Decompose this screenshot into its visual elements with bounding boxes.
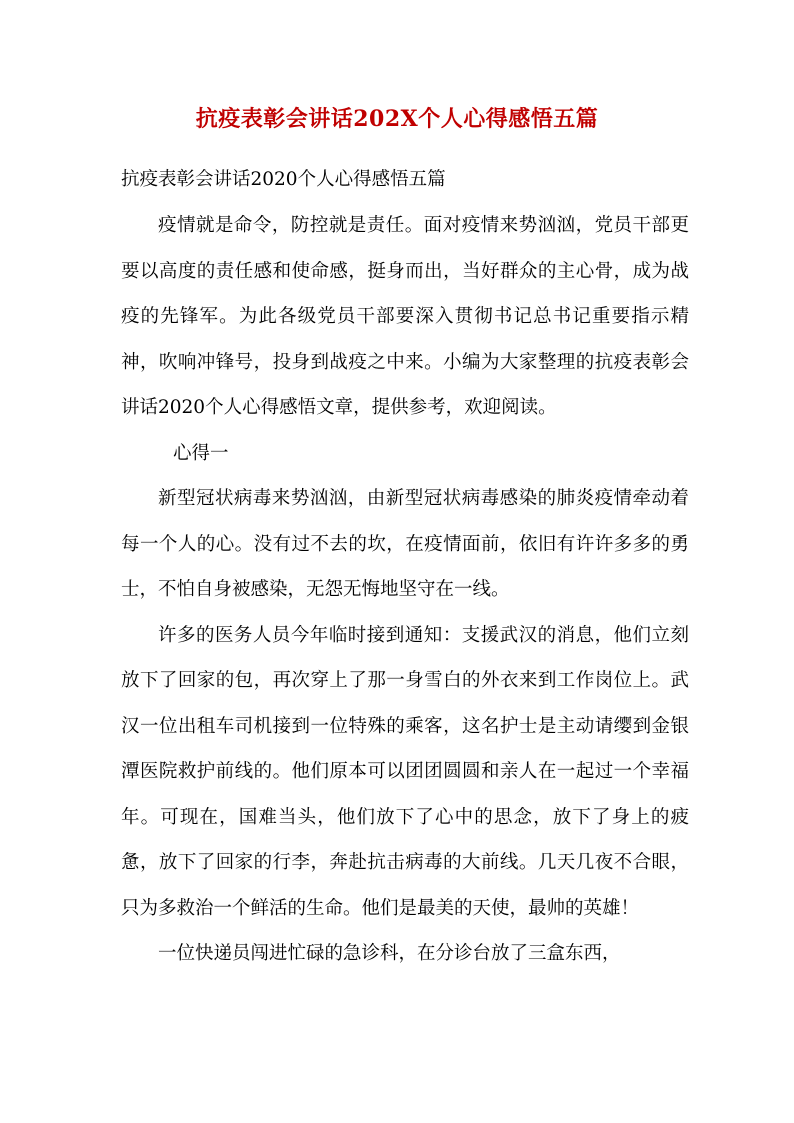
- document-title: 抗疫表彰会讲话202X个人心得感悟五篇: [195, 106, 599, 132]
- document-subtitle: 抗疫表彰会讲话2020个人心得感悟五篇: [121, 169, 446, 190]
- body-paragraph: 新型冠状病毒来势汹汹，由新型冠状病毒感染的肺炎疫情牵动着每一个人的心。没有过不去的坎，在疫情面前，依旧有许许多多的勇士，不怕自身被感染，无怨无悔地坚守在一线。: [121, 488, 689, 600]
- document-body: [121, 203, 689, 977]
- section-heading: 心得一: [173, 442, 229, 464]
- intro-paragraph: 疫情就是命令，防控就是责任。面对疫情来势汹汹，党员干部更要以高度的责任感和使命感，挺身而出，当好群众的主心骨，成为战疫的先锋军。为此各级党员干部要深入贯彻书记总书记重要指示精神，吹响冲锋号，投身到战疫之中来。小编为大家整理的抗疫表彰会讲话2020个人心得感悟文章，提供参考，欢迎阅读。: [121, 215, 689, 418]
- body-paragraph: 许多的医务人员今年临时接到通知：支援武汉的消息，他们立刻放下了回家的包，再次穿上了那一身雪白的外衣来到工作岗位上。武汉一位出租车司机接到一位特殊的乘客，这名护士是主动请缨到金银潭医院救护前线的。他们原本可以团团圆圆和亲人在一起过一个幸福年。可现在，国难当头，他们放下了心中的思念，放下了身上的疲惫，放下了回家的行李，奔赴抗击病毒的大前线。几天几夜不合眼，只为多救治一个鲜活的生命。他们是最美的天使，最帅的英雄！: [121, 624, 689, 919]
- body-paragraph: 一位快递员闯进忙碌的急诊科，在分诊台放了三盒东西，: [158, 943, 621, 964]
